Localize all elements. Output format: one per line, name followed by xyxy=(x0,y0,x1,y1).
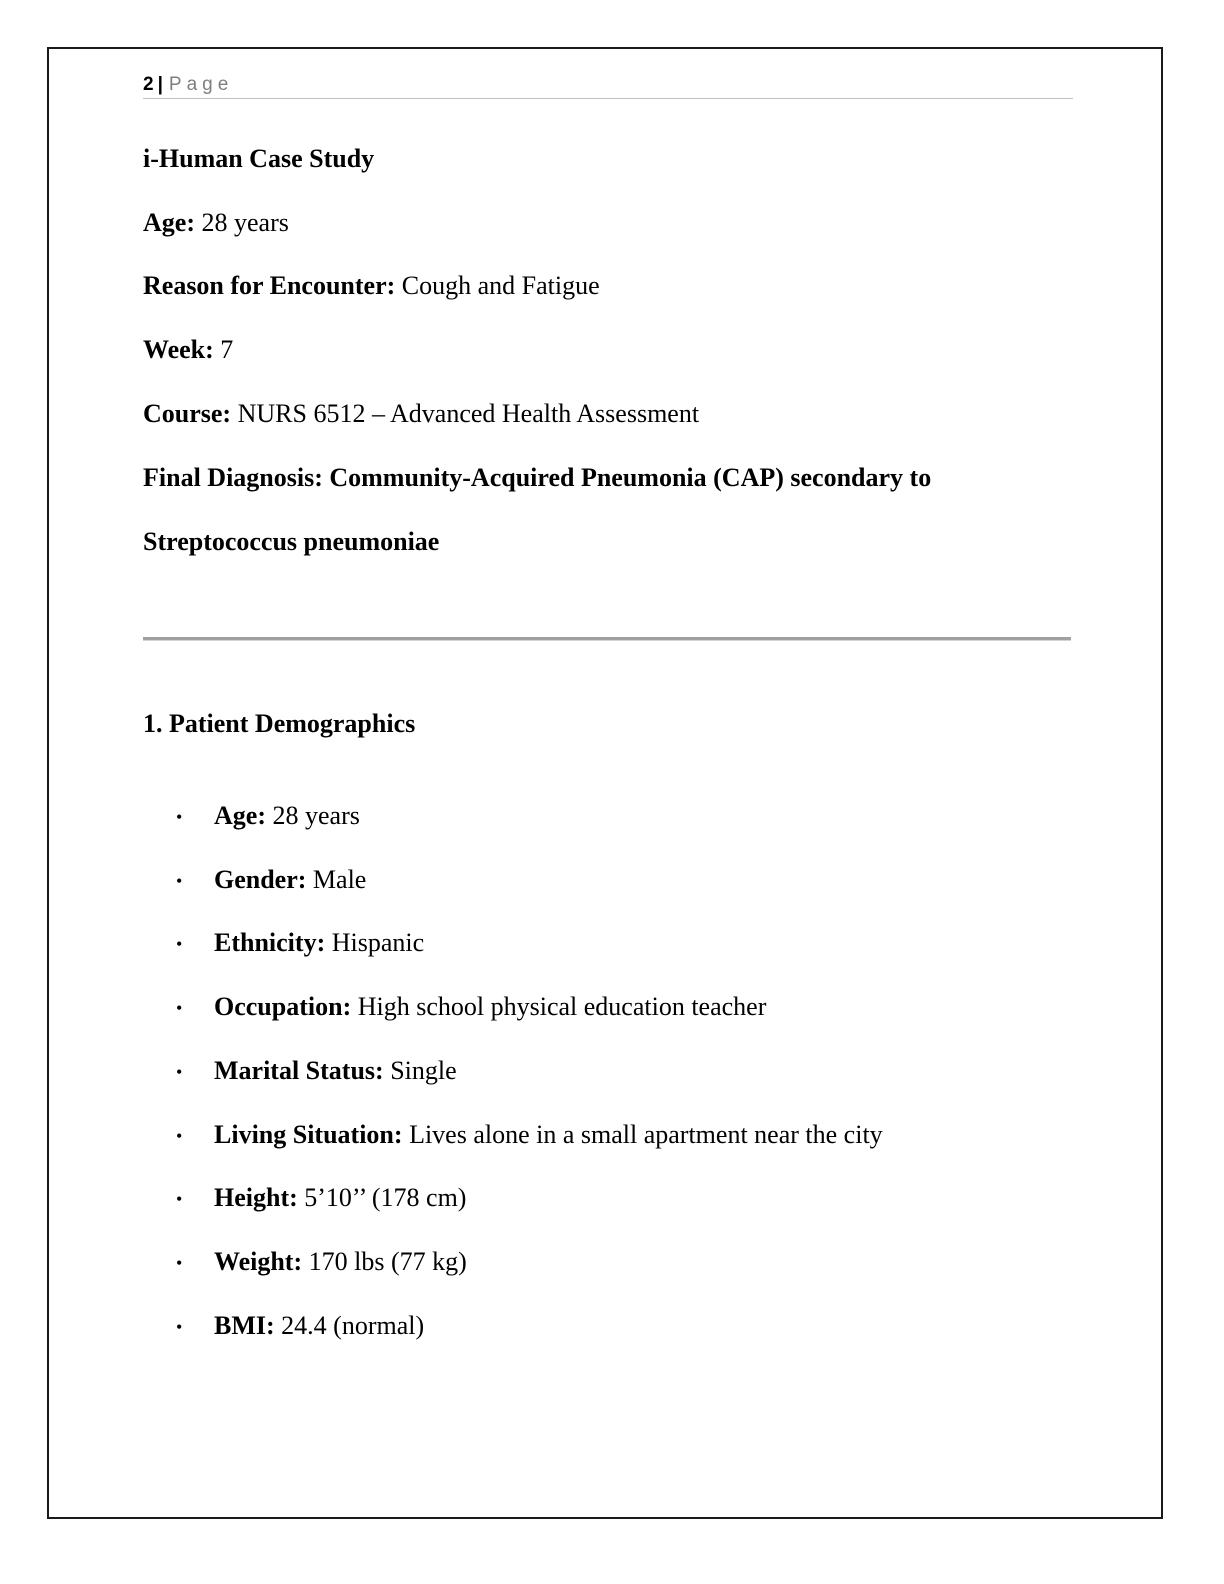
summary-reason-value: Cough and Fatigue xyxy=(395,271,600,300)
item-label: Weight: xyxy=(214,1247,303,1276)
summary-age-value: 28 years xyxy=(194,208,289,237)
bullet-icon: • xyxy=(176,807,183,827)
summary-week-value: 7 xyxy=(213,335,234,364)
bullet-icon: • xyxy=(176,1062,183,1082)
item-value: 5’10’’ (178 cm) xyxy=(297,1183,467,1212)
summary-course xyxy=(143,398,699,430)
item-value: Lives alone in a small apartment near the city xyxy=(402,1120,883,1149)
bullet-icon: • xyxy=(176,1189,183,1209)
bullet-icon: • xyxy=(176,934,183,954)
summary-age xyxy=(143,207,289,239)
summary-age-label: Age: xyxy=(143,208,195,237)
item-label: Age: xyxy=(214,801,266,830)
horizontal-divider xyxy=(143,637,1071,641)
item-label: Living Situation: xyxy=(214,1120,403,1149)
list-item xyxy=(176,1119,883,1153)
item-label: Gender: xyxy=(214,865,307,894)
bullet-icon: • xyxy=(176,998,183,1018)
item-value: 24.4 (normal) xyxy=(274,1311,425,1340)
final-diagnosis-text-1: Final Diagnosis: Community-Acquired Pneumonia (CAP) secondary to xyxy=(143,463,932,492)
final-diagnosis-line-2 xyxy=(143,526,439,558)
summary-reason xyxy=(143,270,600,302)
page-word: Page xyxy=(168,74,234,95)
list-item xyxy=(176,1055,457,1089)
list-item xyxy=(176,800,360,834)
summary-course-label: Course: xyxy=(143,399,232,428)
final-diagnosis-text-2: Streptococcus pneumoniae xyxy=(143,527,440,556)
item-value: 170 lbs (77 kg) xyxy=(302,1247,467,1276)
list-item xyxy=(176,864,366,898)
item-label: Marital Status: xyxy=(214,1056,384,1085)
summary-week xyxy=(143,334,233,366)
section-heading-demographics: 1. Patient Demographics xyxy=(143,709,416,738)
list-item xyxy=(176,1310,424,1344)
bullet-icon: • xyxy=(176,1126,183,1146)
item-value: Hispanic xyxy=(325,928,425,957)
case-study-title-text: i-Human Case Study xyxy=(143,144,375,173)
item-value: 28 years xyxy=(265,801,360,830)
list-item xyxy=(176,1246,467,1280)
list-item xyxy=(176,1182,466,1216)
item-label: BMI: xyxy=(214,1311,275,1340)
bullet-icon: • xyxy=(176,871,183,891)
item-value: Male xyxy=(306,865,367,894)
bullet-icon: • xyxy=(176,1253,183,1273)
header-separator: | xyxy=(157,74,163,95)
list-item xyxy=(176,991,766,1025)
summary-course-value: NURS 6512 – Advanced Health Assessment xyxy=(231,399,700,428)
page-header xyxy=(143,72,1073,99)
page-number: 2 xyxy=(143,74,154,95)
list-item xyxy=(176,927,424,961)
item-label: Ethnicity: xyxy=(214,928,326,957)
summary-week-label: Week: xyxy=(143,335,214,364)
bullet-icon: • xyxy=(176,1317,183,1337)
case-study-title xyxy=(143,143,374,175)
item-value: High school physical education teacher xyxy=(351,992,767,1021)
item-label: Height: xyxy=(214,1183,298,1212)
item-value: Single xyxy=(383,1056,457,1085)
final-diagnosis-line-1 xyxy=(143,462,931,494)
summary-reason-label: Reason for Encounter: xyxy=(143,271,396,300)
page-border xyxy=(47,47,1163,1519)
item-label: Occupation: xyxy=(214,992,352,1021)
